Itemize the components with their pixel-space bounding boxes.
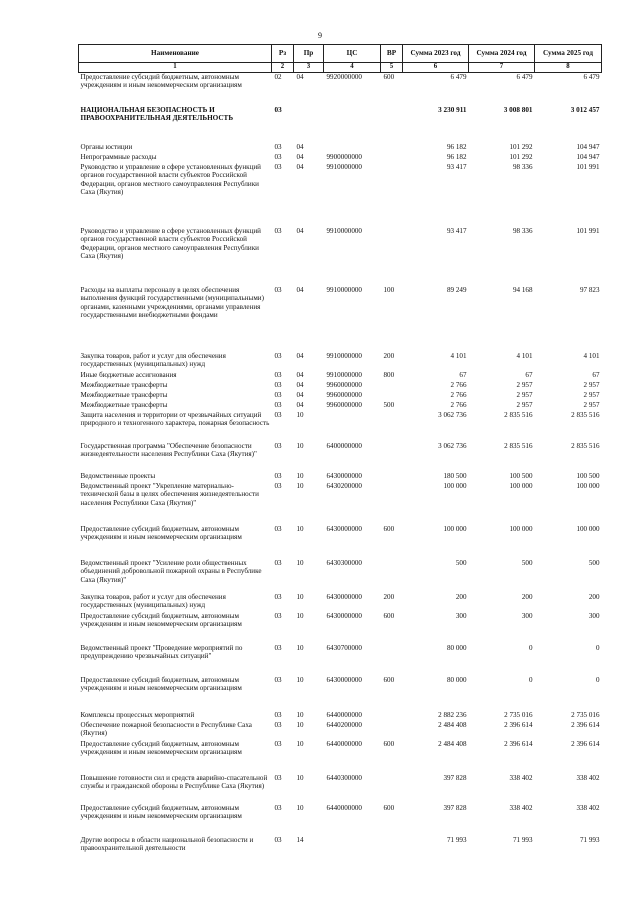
row-cs: 9960000000 (326, 381, 362, 389)
row-vr: 600 (383, 676, 395, 684)
row-vr: 600 (383, 740, 395, 748)
row-vr (381, 721, 403, 740)
row-sum-2023: 180 500 (443, 472, 467, 480)
row-name: Органы юстиции (80, 143, 133, 151)
row-cs: 9910000000 (326, 371, 362, 379)
row-pr: 04 (296, 227, 304, 235)
row-name: Иные бюджетные ассигнования (80, 371, 177, 379)
row-sum-2025: 0 (595, 676, 600, 684)
row-rz: 03 (274, 644, 282, 652)
row-cs: 6440300000 (326, 774, 362, 782)
row-rz: 03 (274, 740, 282, 748)
row-rz: 03 (274, 612, 282, 620)
row-sum-2025: 300 (588, 612, 600, 620)
row-cs: 6430000000 (326, 593, 362, 601)
row-sum-2025: 2 957 (583, 381, 600, 389)
row-pr: 10 (296, 804, 304, 812)
col-header-sum-2025: Сумма 2025 год (535, 45, 602, 63)
row-rz: 03 (274, 559, 282, 567)
row-rz: 03 (274, 371, 282, 379)
row-sum-2025: 100 000 (576, 525, 600, 533)
row-vr: 500 (383, 401, 395, 409)
row-sum-2023: 71 993 (446, 836, 467, 844)
row-pr: 10 (296, 612, 304, 620)
row-name: Государственная программа "Обеспечение безопасности жизнедеятельности населения Республики Саха (Якутия)" (80, 442, 257, 459)
row-sum-2024: 2 957 (516, 391, 533, 399)
row-name: Защита населения и территории от чрезвычайных ситуаций природного и техногенного характера, пожарная безопасность (80, 411, 270, 428)
row-rz: 03 (274, 286, 282, 294)
budget-table (78, 44, 602, 858)
row-pr: 04 (296, 391, 304, 399)
row-cs: 6440000000 (326, 804, 362, 812)
row-sum-2023: 6 479 (450, 73, 467, 81)
row-pr: 10 (296, 721, 304, 729)
row-sum-2023: 80 000 (446, 644, 467, 652)
row-sum-2023: 2 484 408 (438, 740, 467, 748)
row-vr (381, 381, 403, 391)
row-sum-2023: 2 766 (450, 401, 467, 409)
col-number: 3 (294, 63, 324, 73)
row-vr (381, 772, 403, 804)
table-row (79, 557, 602, 593)
row-vr (381, 482, 403, 521)
row-rz: 03 (274, 482, 282, 490)
row-sum-2024: 0 (528, 676, 533, 684)
row-sum-2025: 100 500 (576, 472, 600, 480)
row-name: Комплексы процессных мероприятий (80, 711, 195, 719)
row-pr: 04 (296, 153, 304, 161)
row-rz: 03 (274, 721, 282, 729)
row-vr (381, 644, 403, 676)
row-name: Руководство и управление в сфере установленных функций органов государственной власти субъектов Российской Федерации, органов местного самоуправления Республики Саха (Якутия) (80, 227, 261, 261)
row-vr: 200 (383, 352, 395, 360)
row-sum-2025: 2 396 614 (571, 721, 600, 729)
row-sum-2024: 3 008 801 (503, 106, 533, 114)
row-sum-2023: 200 (455, 593, 467, 601)
row-rz: 03 (274, 472, 282, 480)
row-name: Закупка товаров, работ и услуг для обеспечения государственных (муниципальных) нужд (80, 352, 226, 369)
row-pr: 10 (296, 711, 304, 719)
row-name: Предоставление субсидий бюджетным, автономным учреждениям и иным некоммерческим организациям (80, 525, 242, 542)
row-rz: 03 (274, 381, 282, 389)
row-sum-2025: 4 101 (583, 352, 600, 360)
row-cs (324, 836, 381, 858)
table-row (79, 676, 602, 708)
row-name: Межбюджетные трансферты (80, 391, 168, 399)
table-row (79, 153, 602, 163)
row-sum-2025: 101 991 (576, 163, 600, 171)
row-rz: 03 (274, 804, 282, 812)
row-cs (324, 411, 381, 440)
row-name: Предоставление субсидий бюджетным, автономным учреждениям и иным некоммерческим организациям (80, 612, 242, 629)
row-sum-2023: 500 (455, 559, 467, 567)
row-vr: 800 (383, 371, 395, 379)
row-cs: 9920000000 (326, 73, 362, 81)
row-sum-2024: 338 402 (509, 774, 533, 782)
row-pr: 10 (296, 676, 304, 684)
table-row (79, 391, 602, 401)
row-name: Предоставление субсидий бюджетным, автономным учреждениям и иным некоммерческим организациям (80, 676, 242, 693)
row-name: Межбюджетные трансферты (80, 401, 168, 409)
row-name: Ведомственные проекты (80, 472, 156, 480)
row-sum-2024: 101 292 (509, 143, 533, 151)
table-row (79, 282, 602, 352)
table-row (79, 612, 602, 644)
row-vr: 100 (383, 286, 395, 294)
row-cs: 6430000000 (326, 472, 362, 480)
row-vr: 600 (383, 525, 395, 533)
row-rz: 03 (274, 106, 282, 114)
row-cs: 9910000000 (326, 227, 362, 235)
row-sum-2023: 3 230 911 (438, 106, 467, 114)
row-vr: 600 (383, 612, 395, 620)
row-name: Межбюджетные трансферты (80, 381, 168, 389)
row-rz: 03 (274, 442, 282, 450)
row-pr (294, 97, 324, 143)
row-sum-2024: 71 993 (512, 836, 533, 844)
col-number: 6 (403, 63, 469, 73)
row-sum-2025: 104 947 (576, 143, 600, 151)
row-sum-2025: 104 947 (576, 153, 600, 161)
row-sum-2024: 94 168 (512, 286, 533, 294)
row-sum-2023: 80 000 (446, 676, 467, 684)
row-vr (381, 440, 403, 472)
col-number: 8 (535, 63, 602, 73)
row-cs: 9910000000 (326, 286, 362, 294)
row-sum-2025: 2 835 516 (571, 411, 600, 419)
row-name: Другие вопросы в области национальной безопасности и правоохранительной деятельности (80, 836, 254, 853)
row-cs: 6400000000 (326, 442, 362, 450)
row-rz: 03 (274, 391, 282, 399)
row-sum-2025: 338 402 (576, 804, 600, 812)
row-sum-2025: 2 957 (583, 391, 600, 399)
row-name: Ведомственный проект "Усиление роли общественных объединений добровольной пожарной охраны в Республике Саха (Якутия)" (80, 559, 262, 584)
table-row (79, 97, 602, 143)
row-sum-2023: 2 766 (450, 391, 467, 399)
row-sum-2025: 2 835 516 (571, 442, 600, 450)
table-row (79, 73, 602, 98)
row-sum-2023: 93 417 (446, 163, 467, 171)
col-header-rz: Рз (272, 45, 294, 63)
row-name: Закупка товаров, работ и услуг для обеспечения государственных (муниципальных) нужд (80, 593, 226, 610)
row-sum-2023: 100 000 (443, 482, 467, 490)
row-pr: 04 (296, 401, 304, 409)
row-name: Руководство и управление в сфере установленных функций органов государственной власти субъектов Российской Федерации, органов местного самоуправления Республики Саха (Якутия) (80, 163, 261, 197)
table-row (79, 644, 602, 676)
table-row (79, 772, 602, 804)
row-cs: 6430000000 (326, 676, 362, 684)
col-number: 2 (272, 63, 294, 73)
row-vr (381, 163, 403, 223)
row-vr (381, 708, 403, 721)
col-header-sum-2023: Сумма 2023 год (403, 45, 469, 63)
table-row (79, 472, 602, 482)
row-sum-2025: 67 (592, 371, 600, 379)
table-row (79, 593, 602, 612)
row-rz: 03 (274, 525, 282, 533)
row-sum-2023: 96 182 (446, 143, 467, 151)
row-sum-2023: 4 101 (450, 352, 467, 360)
row-pr: 10 (296, 740, 304, 748)
table-row (79, 352, 602, 371)
row-cs: 6430700000 (326, 644, 362, 652)
row-sum-2025: 200 (588, 593, 600, 601)
table-row (79, 440, 602, 472)
row-sum-2024: 2 396 614 (504, 740, 533, 748)
row-sum-2024: 2 396 614 (504, 721, 533, 729)
row-pr: 04 (296, 381, 304, 389)
row-rz: 03 (274, 143, 282, 151)
row-rz: 03 (274, 352, 282, 360)
row-rz: 03 (274, 227, 282, 235)
row-vr (381, 153, 403, 163)
row-pr: 10 (296, 644, 304, 652)
row-cs: 6440000000 (326, 740, 362, 748)
table-row (79, 381, 602, 391)
col-number: 4 (324, 63, 381, 73)
row-name: Расходы на выплаты персоналу в целях обеспечения выполнения функций государственными (муниципальными) органами, казенными учреждениями, органами управления государственными внебюджетными фондами (80, 286, 264, 320)
row-sum-2025: 2 735 016 (571, 711, 600, 719)
row-sum-2025: 71 993 (579, 836, 600, 844)
row-name: НАЦИОНАЛЬНАЯ БЕЗОПАСНОСТЬ И ПРАВООХРАНИТЕЛЬНАЯ ДЕЯТЕЛЬНОСТЬ (80, 106, 234, 123)
row-vr (381, 836, 403, 858)
row-sum-2024: 98 336 (512, 163, 533, 171)
row-cs: 9960000000 (326, 401, 362, 409)
row-sum-2024: 100 500 (509, 472, 533, 480)
row-sum-2024: 101 292 (509, 153, 533, 161)
row-pr: 10 (296, 559, 304, 567)
row-sum-2024: 100 000 (509, 482, 533, 490)
row-sum-2023: 67 (459, 371, 467, 379)
table-row (79, 740, 602, 772)
row-rz: 03 (274, 774, 282, 782)
row-vr (381, 557, 403, 593)
table-row (79, 708, 602, 721)
row-sum-2024: 100 000 (509, 525, 533, 533)
row-rz: 03 (274, 593, 282, 601)
row-vr: 600 (383, 73, 395, 81)
row-vr (381, 143, 403, 153)
row-rz: 02 (274, 73, 282, 81)
row-sum-2023: 2 882 236 (438, 711, 467, 719)
row-name: Предоставление субсидий бюджетным, автономным учреждениям и иным некоммерческим организациям (80, 740, 242, 757)
row-pr: 04 (296, 163, 304, 171)
row-sum-2025: 2 957 (583, 401, 600, 409)
row-cs: 9910000000 (326, 163, 362, 171)
table-row (79, 223, 602, 282)
row-pr: 04 (296, 73, 304, 81)
col-header-vr: ВР (381, 45, 403, 63)
row-sum-2024: 98 336 (512, 227, 533, 235)
row-vr (381, 391, 403, 401)
row-name: Непрограммные расходы (80, 153, 157, 161)
row-vr (381, 411, 403, 440)
row-cs: 6430000000 (326, 612, 362, 620)
row-pr: 10 (296, 472, 304, 480)
row-sum-2023: 397 828 (443, 774, 467, 782)
row-sum-2024: 2 957 (516, 401, 533, 409)
row-cs: 6440200000 (326, 721, 362, 729)
row-sum-2023: 93 417 (446, 227, 467, 235)
row-vr (381, 97, 403, 143)
row-sum-2023: 2 766 (450, 381, 467, 389)
row-sum-2025: 100 000 (576, 482, 600, 490)
row-rz: 03 (274, 153, 282, 161)
row-name: Предоставление субсидий бюджетным, автономным учреждениям и иным некоммерческим организациям (80, 804, 242, 821)
row-rz: 03 (274, 836, 282, 844)
row-cs: 9910000000 (326, 352, 362, 360)
row-cs: 9960000000 (326, 391, 362, 399)
row-name: Предоставление субсидий бюджетным, автономным учреждениям и иным некоммерческим организациям (80, 73, 242, 90)
row-sum-2024: 2 735 016 (504, 711, 533, 719)
table-row (79, 836, 602, 858)
row-sum-2024: 0 (528, 644, 533, 652)
row-cs: 9900000000 (326, 153, 362, 161)
row-sum-2023: 2 484 408 (438, 721, 467, 729)
row-sum-2025: 338 402 (576, 774, 600, 782)
row-sum-2023: 300 (455, 612, 467, 620)
table-row (79, 521, 602, 557)
col-header-sum-2024: Сумма 2024 год (469, 45, 535, 63)
row-sum-2023: 100 000 (443, 525, 467, 533)
row-cs: 6430000000 (326, 525, 362, 533)
row-vr: 600 (383, 804, 395, 812)
table-header-row (79, 45, 602, 63)
row-sum-2024: 500 (521, 559, 533, 567)
column-number-row (79, 63, 602, 73)
row-pr: 10 (296, 774, 304, 782)
row-pr: 10 (296, 411, 304, 419)
row-sum-2024: 6 479 (516, 73, 533, 81)
row-sum-2023: 89 249 (446, 286, 467, 294)
col-header-pr: Пр (294, 45, 324, 63)
table-row (79, 401, 602, 411)
row-cs: 6430300000 (326, 559, 362, 567)
page-number: 9 (318, 31, 322, 40)
row-pr: 10 (296, 482, 304, 490)
col-header-cs: ЦС (324, 45, 381, 63)
row-name: Повышение готовности сил и средств аварийно-спасательной службы и гражданской обороны в Республике Саха (Якутия) (80, 774, 268, 791)
row-pr: 14 (296, 836, 304, 844)
table-row (79, 163, 602, 223)
row-rz: 03 (274, 411, 282, 419)
row-sum-2025: 2 396 614 (571, 740, 600, 748)
row-sum-2025: 6 479 (583, 73, 600, 81)
row-rz: 03 (274, 401, 282, 409)
table-row (79, 411, 602, 440)
row-sum-2025: 3 012 457 (570, 106, 600, 114)
table-row (79, 482, 602, 521)
row-sum-2024: 300 (521, 612, 533, 620)
row-sum-2024: 4 101 (516, 352, 533, 360)
row-sum-2024: 67 (525, 371, 533, 379)
row-cs: 6440000000 (326, 711, 362, 719)
col-number: 1 (79, 63, 272, 73)
col-header-name: Наименование (79, 45, 272, 63)
row-sum-2024: 200 (521, 593, 533, 601)
row-pr: 10 (296, 525, 304, 533)
row-pr: 04 (296, 286, 304, 294)
row-sum-2025: 101 991 (576, 227, 600, 235)
row-sum-2023: 3 062 736 (438, 442, 467, 450)
row-sum-2024: 2 835 516 (504, 442, 533, 450)
row-name: Обеспечение пожарной безопасности в Республике Саха (Якутия) (80, 721, 252, 738)
row-sum-2024: 2 835 516 (504, 411, 533, 419)
table-row (79, 804, 602, 836)
row-rz: 03 (274, 676, 282, 684)
row-rz: 03 (274, 163, 282, 171)
row-sum-2024: 338 402 (509, 804, 533, 812)
row-cs: 6430200000 (326, 482, 362, 490)
row-cs (324, 97, 381, 143)
row-vr (381, 472, 403, 482)
row-sum-2023: 96 182 (446, 153, 467, 161)
row-sum-2023: 3 062 736 (438, 411, 467, 419)
row-cs (324, 143, 381, 153)
row-sum-2025: 0 (595, 644, 600, 652)
row-sum-2023: 397 828 (443, 804, 467, 812)
row-sum-2025: 97 823 (579, 286, 600, 294)
row-rz: 03 (274, 711, 282, 719)
row-pr: 10 (296, 593, 304, 601)
col-number: 7 (469, 63, 535, 73)
row-pr: 04 (296, 352, 304, 360)
col-number: 5 (381, 63, 403, 73)
row-pr: 10 (296, 442, 304, 450)
row-vr (381, 223, 403, 282)
row-sum-2024: 2 957 (516, 381, 533, 389)
table-row (79, 371, 602, 381)
row-pr: 04 (296, 143, 304, 151)
table-row (79, 721, 602, 740)
row-sum-2025: 500 (588, 559, 600, 567)
row-name: Ведомственный проект "Укрепление материально-технической базы в целях обеспечения жизнедеятельности населения Республики Саха (Якутия)" (80, 482, 259, 507)
row-vr: 200 (383, 593, 395, 601)
table-row (79, 143, 602, 153)
row-pr: 04 (296, 371, 304, 379)
row-name: Ведомственный проект "Проведение мероприятий по предупреждению чрезвычайных ситуаций" (80, 644, 243, 661)
